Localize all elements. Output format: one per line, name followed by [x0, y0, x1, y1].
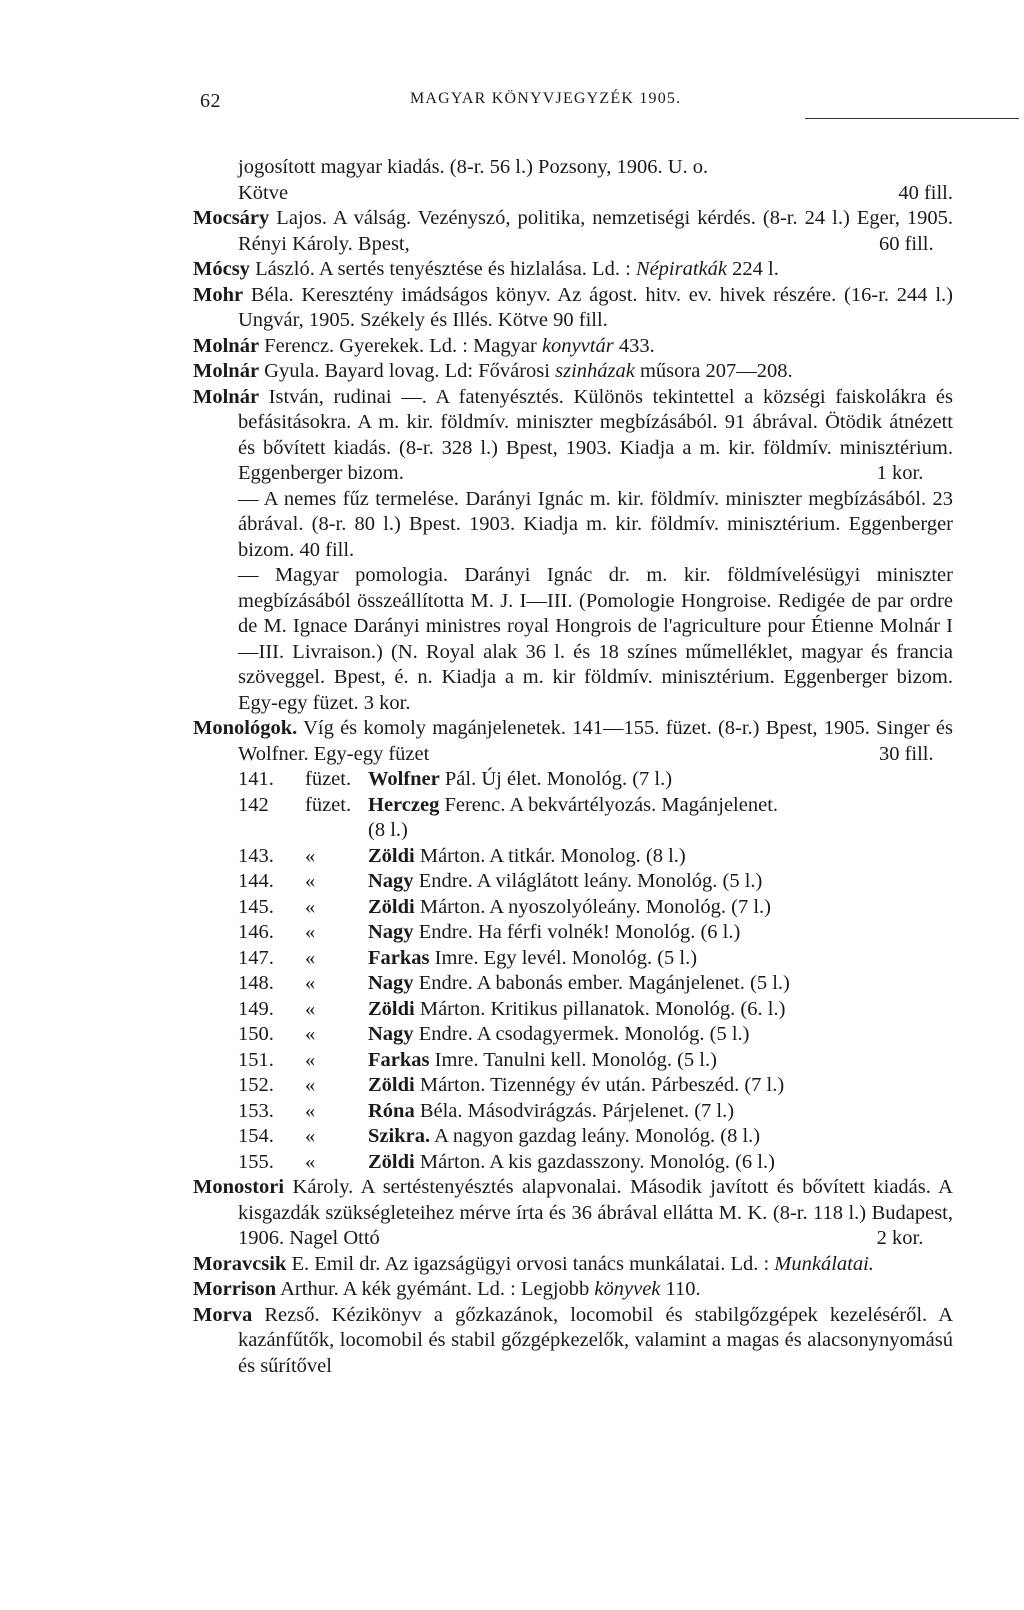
author-name: Szikra. [368, 1125, 431, 1147]
author-name: Nagy [368, 921, 414, 943]
entry-magyar-pomologia: — Magyar pomologia. Darányi Ignác dr. m. kir. földmívelésügyi miniszter megbízásából összeállította M. J. I—III. (Pomologie Hongroise. Redigée de par ordre de M. Ignace Darányi ministres royal Hongrois de l'agriculture pour Étienne Molnár I—III. Livraison.) (N. Royal alak 36 l. és 18 színes műmelléklet, magyar és francia szöveggel. Bpest, é. n. Kiadja a m. kir földmív. minisztérium. Eggenberger bizom. Egy-egy füzet. 3 kor. [238, 564, 953, 714]
fuzet-number: 154. [238, 1125, 274, 1147]
fuzet-row [193, 1150, 953, 1176]
fuzet-row [193, 997, 953, 1023]
fuzet-title: Róna Béla. Másodvirágzás. Párjelenet. (7 l.) [368, 1099, 735, 1122]
entry-monologok: Monológok. Víg és komoly magánjelenetek. 141—155. füzet. (8-r.) Bpest, 1905. Singer és Wolfner. Egy-egy füzet 30 fill. [193, 716, 953, 767]
fuzet-row [193, 971, 953, 997]
fuzet-title: Nagy Endre. Ha férfi volnék! Monológ. (6 l.) [368, 921, 741, 943]
running-title: MAGYAR KÖNYVJEGYZÉK 1905. [410, 90, 682, 107]
fuzet-number: 149. [238, 997, 274, 1020]
author-name: Molnár [193, 360, 260, 382]
fuzet-title: Zöldi Márton. A nyoszolyóleány. Monológ. (7 l.) [368, 895, 771, 918]
entry-monostori: Monostori Károly. A sertéstenyésztés alapvonalai. Második javított és bővített kiadás. A kisgazdák szükségleteihez mérve írta és 36 ábrával ellátta M. K. (8-r. 118 l.) Budapest, 1906. Nagel Ottó 2 kor. [193, 1175, 953, 1252]
author-name: Nagy [368, 870, 414, 892]
fuzet-row: 142 füzet. Herczeg Ferenc. A bekvártélyozás. Magánjelenet. [193, 793, 953, 819]
fuzet-row [193, 1124, 953, 1150]
fuzet-title: Nagy Endre. A világlátott leány. Monológ. (5 l.) [368, 870, 763, 892]
fuzet-row: 141. füzet. Wolfner Pál. Új élet. Monológ. (7 l.) [193, 767, 953, 793]
ditto-mark: « [305, 946, 316, 969]
ditto-mark: « [305, 1048, 316, 1071]
series-title: könyvek [594, 1278, 661, 1300]
fuzet-title: Zöldi Márton. Tizennégy év után. Párbeszéd. (7 l.) [368, 1074, 785, 1096]
author-name: Zöldi [368, 895, 415, 918]
fuzet-number: 144. [238, 870, 274, 892]
entry-continuation: jogosított magyar kiadás. (8-r. 56 l.) Pozsony, 1906. U. o. Kötve 40 fill. [193, 155, 953, 206]
fuzet-number: 147. [238, 946, 274, 969]
fuzet-title: Zöldi Márton. Kritikus pillanatok. Monológ. (6. l.) [368, 997, 786, 1020]
entry-molnar-istvan: Molnár István, rudinai —. A fatenyésztés. Különös tekintettel a községi faiskolákra és befásitásokra. A m. kir. földmív. miniszter megbízásából. 91 ábrával. Ötödik átnézett és bővített kiadás. (8-r. 328 l.) Bpest, 1903. Kiadja a m. kir. földmív. minisztérium. Eggenberger bizom. 1 kor. [193, 385, 953, 487]
ditto-mark: « [305, 870, 316, 892]
fuzet-number: 151. [238, 1048, 274, 1071]
fuzet-row [193, 946, 953, 972]
entry-nemes-fuz: — A nemes fűz termelése. Darányi Ignác m. kir. földmív. miniszter megbízásából. 23 ábrával. (8-r. 80 l.) Bpest. 1903. Kiadja m. kir. földmív. minisztérium. Eggenberger bizom. 40 fill. [238, 487, 953, 561]
author-name: Monológok. [193, 717, 298, 739]
ditto-mark: « [305, 1125, 316, 1147]
fuzet-number: 142 [238, 793, 269, 816]
fuzet-row [193, 920, 953, 946]
fuzet-row-continuation: (8 l.) [368, 819, 408, 841]
entry-mocsary: Mocsáry Lajos. A válság. Vezényszó, politika, nemzetiségi kérdés. (8-r. 24 l.) Eger, 1905. Rényi Károly. Bpest, 60 fill. [193, 206, 953, 257]
author-name: Herczeg [368, 793, 440, 816]
fuzet-row [193, 1099, 953, 1125]
ditto-mark: « [305, 997, 316, 1020]
price: 40 fill. [898, 181, 953, 204]
author-name: Farkas [368, 946, 430, 969]
ditto-mark: « [305, 1023, 316, 1045]
entry-mohr: Mohr Béla. Keresztény imádságos könyv. Az ágost. hitv. ev. hivek részére. (16-r. 244 l.) Ungvár, 1905. Székely és Illés. Kötve 90 fill. [193, 283, 953, 331]
author-name: Morva [193, 1303, 253, 1326]
author-name: Zöldi [368, 997, 415, 1020]
author-name: Mocsáry [193, 207, 270, 229]
author-name: Wolfner [368, 768, 440, 790]
author-name: Mócsy [193, 258, 250, 280]
ditto-mark: « [305, 921, 316, 943]
running-header [200, 90, 1020, 114]
fuzet-title: Farkas Imre. Egy levél. Monológ. (5 l.) [368, 946, 698, 969]
fuzet-row [193, 869, 953, 895]
fuzet-number: 145. [238, 895, 274, 918]
catalog-body [193, 155, 953, 1379]
ditto-mark: « [305, 844, 316, 867]
fuzet-row [193, 1073, 953, 1099]
price: 2 kor. [876, 1227, 924, 1249]
fuzet-title: Nagy Endre. A babonás ember. Magánjelenet. (5 l.) [368, 972, 790, 994]
author-name: Zöldi [368, 1074, 415, 1096]
fuzet-title: Zöldi Márton. A kis gazdasszony. Monológ. (6 l.) [368, 1150, 775, 1173]
author-name: Róna [368, 1099, 415, 1122]
author-name: Nagy [368, 1023, 414, 1045]
author-name: Mohr [193, 283, 244, 306]
fuzet-row [193, 895, 953, 921]
fuzet-row [193, 1048, 953, 1074]
ditto-mark: « [305, 972, 316, 994]
entry-morva: Morva Rezső. Kézikönyv a gőzkazánok, locomobil és stabilgőzgépek kezeléséről. A kazánfűtők, locomobil és stabil gőzgépkezelők, valamint a magas és alacsonynyomású és sűrítővel [193, 1303, 953, 1377]
entry-morrison: Morrison Arthur. A kék gyémánt. Ld. : Legjobb könyvek 110. [193, 1278, 701, 1300]
page-number: 62 [200, 90, 221, 112]
fuzet-title: Farkas Imre. Tanulni kell. Monológ. (5 l.) [368, 1048, 717, 1071]
author-name: Molnár [193, 385, 260, 408]
fuzet-number: 146. [238, 921, 274, 943]
fuzet-number: 143. [238, 844, 274, 867]
fuzet-number: 141. [238, 768, 274, 790]
author-name: Molnár [193, 334, 260, 357]
fuzet-row [193, 1022, 953, 1048]
fuzet-title: Szikra. A nagyon gazdag leány. Monológ. (8 l.) [368, 1125, 761, 1147]
entry-molnar-ferencz: Molnár Ferencz. Gyerekek. Ld. : Magyar konyvtár 433. [193, 334, 655, 357]
series-title: konyvtár [541, 334, 614, 357]
author-name: Zöldi [368, 844, 415, 867]
ditto-mark: « [305, 895, 316, 918]
price: 1 kor. [876, 462, 924, 484]
price: 60 fill. [878, 232, 934, 255]
fuzet-title: Zöldi Márton. A titkár. Monolog. (8 l.) [368, 844, 686, 867]
author-name: Moravcsik [193, 1252, 287, 1275]
entry-molnar-gyula: Molnár Gyula. Bayard lovag. Ld: Fővárosi szinházak műsora 207—208. [193, 360, 793, 382]
entry-mocsy: Mócsy László. A sertés tenyésztése és hizlalása. Ld. : Népiratkák 224 l. [193, 258, 779, 280]
fuzet-number: 153. [238, 1099, 274, 1122]
author-name: Zöldi [368, 1150, 415, 1173]
author-name: Monostori [193, 1176, 285, 1198]
fuzet-title: Nagy Endre. A csodagyermek. Monológ. (5 l.) [368, 1023, 750, 1045]
fuzet-list [193, 844, 953, 1176]
ditto-mark: « [305, 1074, 316, 1096]
series-title: Népiratkák [635, 258, 727, 280]
price: 30 fill. [878, 742, 934, 765]
series-title: szinházak [555, 360, 635, 382]
ditto-mark: « [305, 1150, 316, 1173]
author-name: Morrison [193, 1278, 277, 1300]
series-title: Munkálatai. [774, 1252, 874, 1275]
fuzet-number: 148. [238, 972, 274, 994]
fuzet-number: 150. [238, 1023, 274, 1045]
author-name: Farkas [368, 1048, 430, 1071]
ditto-mark: « [305, 1099, 316, 1122]
header-rule [805, 118, 1019, 119]
entry-moravcsik: Moravcsik E. Emil dr. Az igazságügyi orvosi tanács munkálatai. Ld. : Munkálatai. [193, 1252, 874, 1275]
fuzet-row [193, 844, 953, 870]
author-name: Nagy [368, 972, 414, 994]
fuzet-number: 152. [238, 1074, 274, 1096]
fuzet-number: 155. [238, 1150, 274, 1173]
